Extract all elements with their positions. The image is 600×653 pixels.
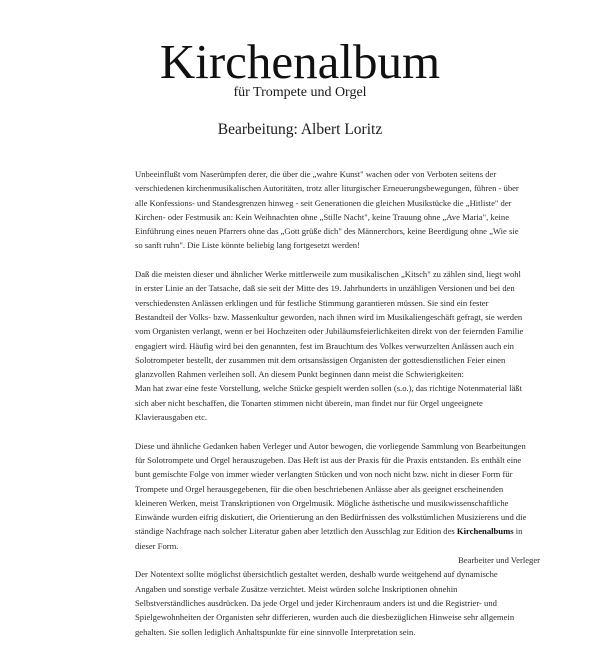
- text-fragment: in: [513, 526, 523, 537]
- text-line: Daß die meisten dieser und ähnlicher Werke mittlerweile zum musikalischen „Kitsch" zu zählen sind, liegt wohl: [135, 269, 521, 280]
- text-line: Unbeeinflußt vom Naserümpfen derer, die über die „wahre Kunst" wachen oder von Verboten seitens der: [135, 169, 497, 179]
- text-line: glanzvollen Rahmen verleihen soll. An diesem Punkt beginnen dann meist die Schwierigkeiten:: [135, 369, 464, 380]
- text-line: verschiedensten Anlässen erklingen und für festliche Stimmung garantieren müssen. Sie sind ein fester: [135, 297, 489, 308]
- text-line: Solotrompeter bestellt, der zusammen mit dem ortsansässigen Organisten der gottesdienstlichen Feier einen: [135, 354, 506, 365]
- text-line: dieser Form.: [135, 540, 179, 551]
- text-line: engagiert wird. Häufig wird bei den genannten, fest im Brauchtum des Volkes verwurzelten Anlässen auch ein: [135, 340, 514, 351]
- text-fragment: ständige Nachfrage nach solcher Literatur gaben aber letztlich den Ausschlag zur Edition des: [135, 526, 457, 537]
- text-line: Klavierausgaben etc.: [135, 412, 208, 423]
- paragraph-3: [135, 439, 535, 553]
- text-line: in erster Linie an der Tatsache, daß sie seit der Mitte des 19. Jahrhunderts in unzähligen Versionen und bei den: [135, 283, 515, 294]
- document-title: Kirchenalbum: [159, 34, 441, 89]
- text-line: Bestandteil der Volks- bzw. Massenkultur geworden, nach ihnen wird im Musikaliengeschäft gefragt, sie werden: [135, 311, 523, 322]
- text-line: Diese und ähnliche Gedanken haben Verleger und Autor bewogen, die vorliegende Sammlung von Bearbeitungen: [135, 440, 526, 451]
- text-line: für Solotrompete und Orgel herauszugeben. Das Heft ist aus der Praxis für die Praxis entstanden. Es enthält eine: [135, 454, 522, 465]
- text-line: Trompete und Orgel herausgegebenen, für die oben beschriebenen Anlässe aber als geeignet erscheinenden: [135, 483, 504, 494]
- album-name-bold: Kirchenalbums: [456, 526, 514, 537]
- text-line: Einwände wurden eifrig diskutiert, die Orientierung an den Bedürfnissen des volkstümlichen Musizierens und die: [135, 512, 527, 523]
- text-line: [135, 524, 535, 538]
- paragraph-2: [135, 267, 535, 424]
- paragraph-1: [135, 167, 535, 253]
- signoff: Bearbeiter und Verleger: [458, 555, 540, 565]
- text-line: Kirchen- oder Festmusik an: Kein Weihnachten ohne „Stille Nacht", keine Trauung ohne „Ave Maria", keine: [135, 211, 510, 222]
- text-line: alle Konfessions- und Standesgrenzen hinweg - seit Generationen die gleichen Musikstücke die „Hitliste" der: [135, 197, 512, 208]
- text-line: Man hat zwar eine feste Vorstellung, welche Stücke gespielt werden sollen (s.o.), das richtige Notenmaterial läßt: [135, 383, 522, 394]
- arranger-credit: Bearbeitung: Albert Loritz: [217, 121, 383, 138]
- text-line: sich aber nicht beschaffen, die Tonarten stimmen nicht überein, man findet nur für Orgel ungeeignete: [135, 397, 483, 408]
- text-line: kleineren Werken, meist Transkriptionen von Orgelmusik. Mögliche ästhetische und musikwissenschaftliche: [135, 497, 509, 508]
- text-line: Angaben und sonstige verbale Zusätze verzichtet. Meist würden solche Inskriptionen ohnehin: [135, 583, 458, 594]
- text-line: gehalten. Sie sollen lediglich Anhaltspunkte für eine sinnvolle Interpretation sein.: [135, 626, 416, 637]
- text-line: vom Organisten verlangt, wenn er bei Hochzeiten oder Jubiläumsfeierlichkeiten direkt von der feiernden Familie: [135, 326, 524, 337]
- paragraph-4: [135, 567, 535, 638]
- text-line: bunt gemischte Folge von immer wieder verlangten Stücken und von noch nicht bzw. nicht in dieser Form für: [135, 469, 513, 480]
- text-line: Einführung eines neuen Pfarrers ohne das „Gott grüße dich" des Männerchors, keine Beerdigung ohne „Wie sie: [135, 226, 519, 237]
- document-subtitle: für Trompete und Orgel: [233, 85, 367, 100]
- text-line: Der Notentext sollte möglichst übersichtlich gestaltet werden, deshalb wurde weitgehend auf dynamische: [135, 569, 498, 580]
- preface-body: [135, 167, 535, 653]
- text-line: Spielgewohnheiten der Organisten sehr differieren, wurden auch die diesbezüglichen Hinweise sehr allgemein: [135, 612, 515, 623]
- text-line: so sanft ruhn". Die Liste könnte beliebig lang fortgesetzt werden!: [135, 240, 360, 251]
- text-line: verschiedenen kirchenmusikalischen Autoritäten, trotz aller liturgischer Erneuerungsbewegungen, führen - über: [135, 183, 519, 194]
- text-line: Selbstverständliches ausdrücken. Da jede Orgel und jeder Kirchenraum anders ist und die Registrier- und: [135, 597, 497, 608]
